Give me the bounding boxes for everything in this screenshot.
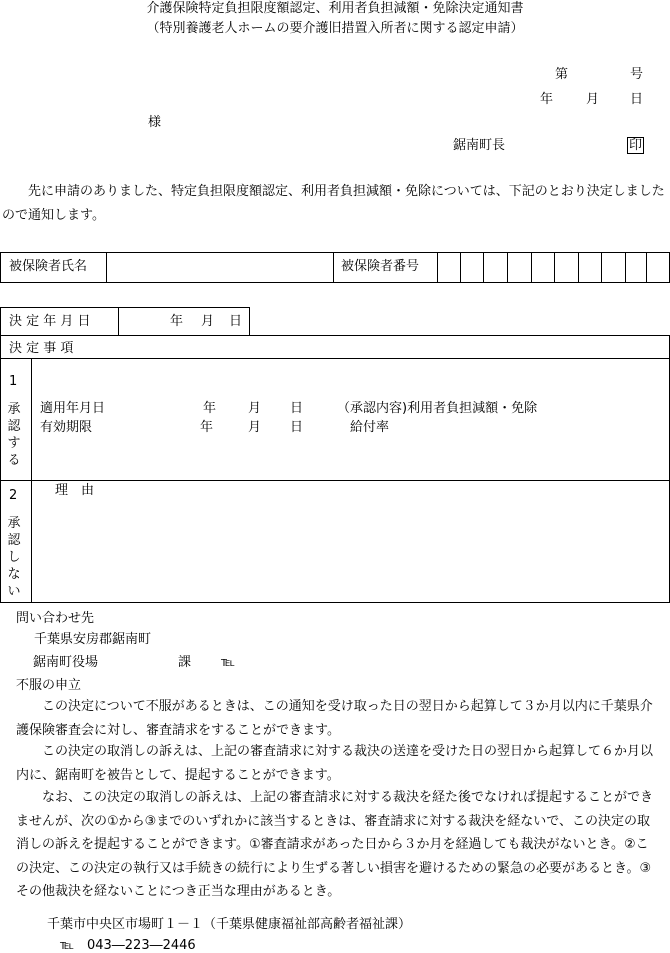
- document-subtitle: （特別養護老人ホームの要介護旧措置入所者に関する認定申請）: [146, 21, 524, 36]
- seal-mark: 印: [629, 138, 643, 153]
- objection-para-1: この決定について不服があるときは、この通知を受け取った日の翌日から起算して３か月以内に千葉県介護保険審査会に対し、審査請求をすることができます。: [16, 699, 653, 738]
- objection-heading: 不服の申立: [16, 678, 82, 693]
- decision-date-day: 日: [229, 314, 243, 329]
- number-prefix: 第: [555, 67, 569, 82]
- deny-number: 2: [9, 488, 18, 503]
- contact-heading: 問い合わせ先: [16, 611, 95, 626]
- decision-date-month: 月: [201, 314, 215, 329]
- issue-year: 年: [540, 92, 554, 107]
- valid-period-label: 有効期限: [40, 420, 93, 435]
- contact-tel: ℡: [221, 655, 235, 670]
- valid-period-day: 日: [290, 420, 304, 435]
- approve-content: （承認内容)利用者負担減額・免除: [337, 401, 538, 416]
- benefit-rate-label: 給付率: [350, 420, 390, 435]
- decision-date-label: 決 定 年 月 日: [9, 314, 91, 329]
- valid-period-year: 年: [200, 420, 214, 435]
- objection-para-2: この決定の取消しの訴えは、上記の審査請求に対する裁決の送達を受けた日の翌日から起算して６か月以内に、鋸南町を被告として、提起することができます。: [16, 744, 654, 783]
- apply-date-label: 適用年月日: [40, 401, 106, 416]
- issue-day: 日: [630, 92, 644, 107]
- addressee-suffix: 様: [148, 115, 162, 130]
- decision-matters-table: [0, 335, 670, 603]
- contact-office: 鋸南町役場: [33, 655, 99, 670]
- objection-para-3: なお、この決定の取消しの訴えは、上記の審査請求に対する裁決を経た後でなければ提起することができませんが、次の①から③までのいずれかに該当するときは、審査請求に対する裁決を経ないで、この決定の取消しの訴えを提起することができます。①審査請求があった日から３か月を経過しても裁決がないとき。②この決定、この決定の執行又は手続きの続行により生ずる著しい損害を避けるための緊急の必要があるとき。③その他裁決を経ないことにつき正当な理由があるとき。: [16, 790, 654, 899]
- apply-date-day: 日: [290, 401, 304, 416]
- insured-name-field[interactable]: [108, 254, 332, 281]
- deny-label: 承認しない: [7, 516, 21, 599]
- apply-date-year: 年: [203, 401, 217, 416]
- decision-matters-label: 決 定 事 項: [9, 341, 74, 356]
- insured-number-label: 被保険者番号: [341, 259, 420, 274]
- issue-month: 月: [586, 92, 600, 107]
- insured-name-label: 被保険者氏名: [9, 259, 88, 274]
- document-title: 介護保険特定負担限度額認定、利用者負担減額・免除決定通知書: [146, 1, 524, 16]
- decision-date-year: 年: [170, 314, 184, 329]
- contact-section: 課: [178, 655, 192, 670]
- reason-label: 理 由: [55, 483, 95, 498]
- objection-tel: ℡ 043―223―2446: [60, 938, 196, 953]
- valid-period-month: 月: [248, 420, 262, 435]
- intro-paragraph: 先に申請のありました、特定負担限度額認定、利用者負担減額・免除については、下記のとおり決定しましたので通知します。: [2, 184, 665, 223]
- objection-address: 千葉市中央区市場町１－１（千葉県健康福祉部高齢者福祉課）: [47, 917, 412, 932]
- approve-label: 承認する: [7, 402, 21, 468]
- insured-table: [0, 252, 670, 283]
- number-suffix: 号: [630, 67, 644, 82]
- approve-number: 1: [9, 374, 18, 389]
- issuer-name: 鋸南町長: [453, 138, 506, 153]
- apply-date-month: 月: [248, 401, 262, 416]
- contact-address: 千葉県安房郡鋸南町: [34, 632, 152, 647]
